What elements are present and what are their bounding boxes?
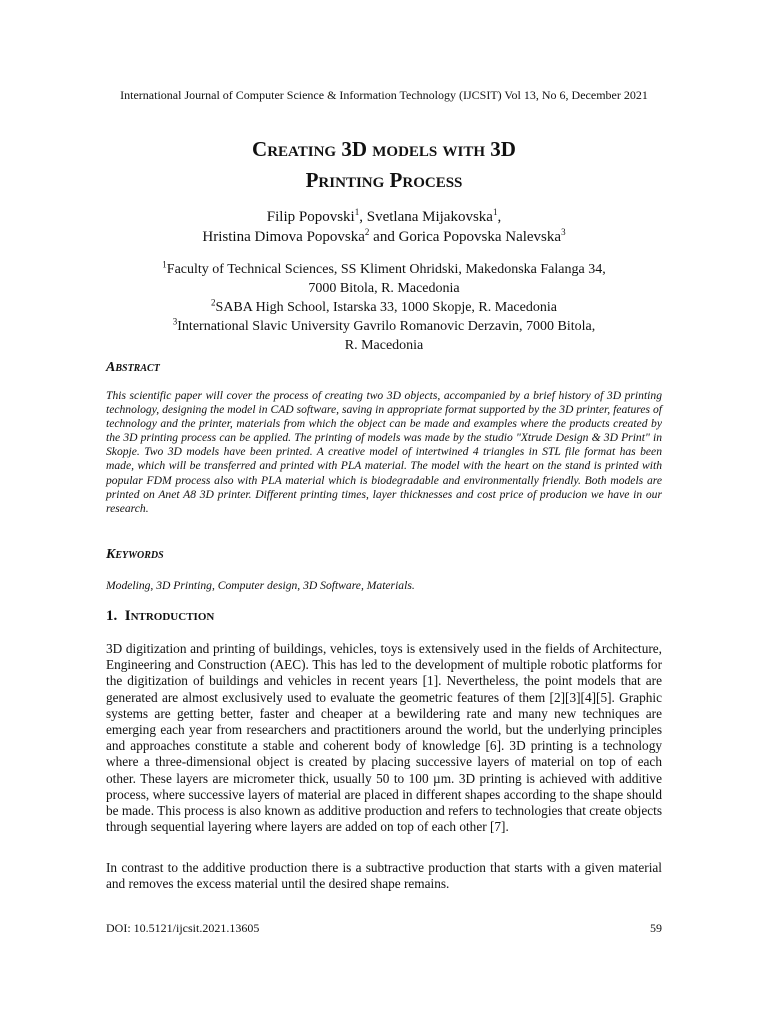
- affiliation-marker: 1: [492, 207, 498, 217]
- title-line-1: Creating 3D models with 3D: [252, 137, 516, 161]
- affiliation-text: Faculty of Technical Sciences, SS Kliment Ohridski, Makedonska Falanga 34,: [166, 262, 606, 277]
- affiliation-marker: 1: [162, 259, 167, 270]
- journal-header: International Journal of Computer Science & Information Technology (IJCSIT) Vol 13, No 6, December 2021: [120, 88, 648, 102]
- affiliation-marker: 2: [364, 227, 370, 237]
- author-line-2: [0, 227, 768, 247]
- affiliation-text: SABA High School, Istarska 33, 1000 Skopje, R. Macedonia: [215, 300, 557, 315]
- introduction-paragraph-2: In contrast to the additive production there is a subtractive production that starts with a given material and removes the excess material until the desired shape remains.: [106, 860, 662, 892]
- page-footer: [106, 921, 662, 936]
- introduction-paragraph-1: 3D digitization and printing of buildings, vehicles, toys is extensively used in the fields of Architecture, Engineering and Construction (AEC). This has led to the development of multiple robotic platforms for the digitization of buildings and vehicles in recent years [1]. Nevertheless, the point models that are generated are almost exclusively used to evaluate the geometric features of them [2][3][4][5]. Graphic systems are getting better, faster and cheaper at a bewildering rate and many new techniques are emerging each year from researchers and practitioners around the world, but the underlying principles and approaches constitute a stable and coherent body of knowledge [6]. 3D printing is a technology where a three-dimensional object is created by placing successive layers of material on top of each other. These layers are micrometer thick, usually 50 to 100 µm. 3D printing is achieved with additive process, where successive layers of material are placed in different shapes according to the shape should be made. This process is also known as additive production and refers to technologies that create objects through sequential layering where layers are added on top of each other [7].: [106, 641, 662, 835]
- abstract-heading: Abstract: [106, 360, 160, 375]
- page-number: 59: [650, 921, 662, 935]
- doi-link[interactable]: DOI: 10.5121/ijcsit.2021.13605: [106, 921, 260, 935]
- affiliation-marker: 2: [211, 297, 216, 308]
- author-name: Filip Popovski: [266, 209, 355, 225]
- introduction-heading: 1. Introduction: [106, 608, 215, 624]
- author-list: [0, 207, 768, 247]
- author-conjunction: and: [369, 229, 399, 245]
- affiliation-marker: 1: [354, 207, 360, 217]
- author-name: Hristina Dimova Popovska: [202, 229, 365, 245]
- author-line-1: [0, 207, 768, 227]
- affiliation-2: [0, 298, 768, 317]
- title-line-2: Printing Process: [305, 168, 463, 192]
- affiliation-list: [0, 260, 768, 355]
- author-name: Svetlana Mijakovska: [366, 209, 493, 225]
- affiliation-1-cont: 7000 Bitola, R. Macedonia: [308, 281, 460, 296]
- author-separator: ,: [359, 209, 367, 225]
- keywords-text: Modeling, 3D Printing, Computer design, 3D Software, Materials.: [106, 579, 415, 592]
- author-separator: ,: [497, 209, 502, 225]
- affiliation-1: [0, 260, 768, 279]
- author-name: Gorica Popovska Nalevska: [398, 229, 562, 245]
- keywords-heading: Keywords: [106, 547, 164, 562]
- paper-title: [0, 134, 768, 196]
- affiliation-text: International Slavic University Gavrilo Romanovic Derzavin, 7000 Bitola,: [177, 319, 596, 334]
- affiliation-marker: 3: [561, 227, 566, 237]
- affiliation-3: [0, 317, 768, 336]
- abstract-text: This scientific paper will cover the process of creating two 3D objects, accompanied by a brief history of 3D printing technology, designing the model in CAD software, saving in appropriate format supported by the 3D printer, features of technology and the printer, materials from which the object can be made and examples where the products created by the 3D printing process can be applied. The printing of models was made by the studio "Xtrude Design & 3D Print" in Skopje. Two 3D models have been printed. A creative model of intertwined 4 triangles in STL file format has been made, which will be transferred and printed with PLA material. The model with the heart on the stand is printed with popular FDM process also with PLA material which is biodegradable and environmentally friendly. Both models are printed on Anet A8 3D printer. Different printing times, layer thicknesses and cost price of producion we have in our research.: [106, 389, 662, 515]
- affiliation-marker: 3: [172, 316, 178, 327]
- affiliation-3-cont: R. Macedonia: [344, 338, 424, 353]
